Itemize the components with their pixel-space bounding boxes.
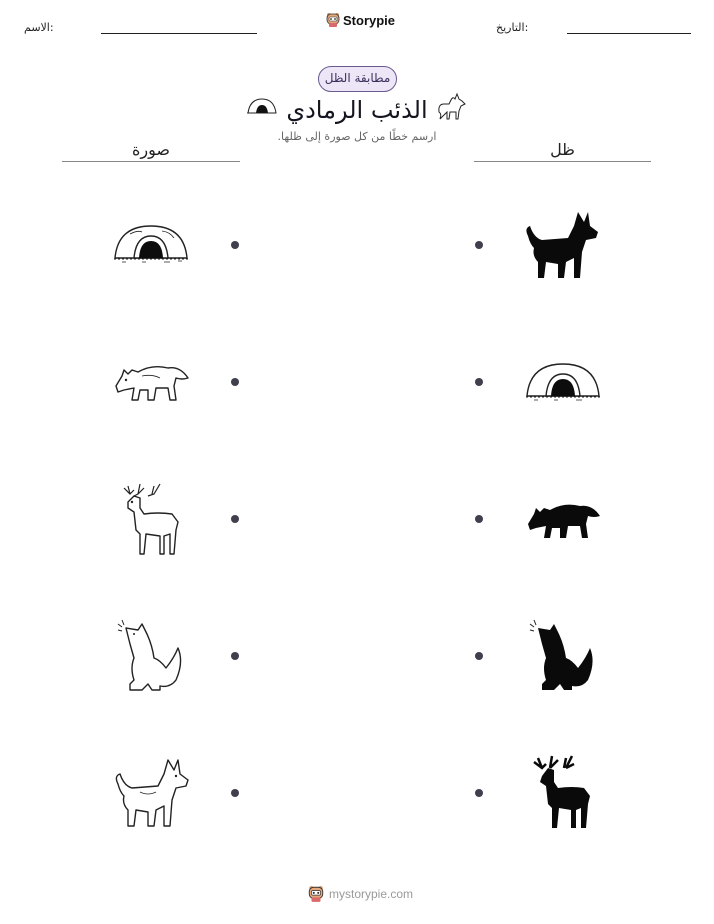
shadow-dot-4[interactable] bbox=[475, 652, 483, 660]
shadow-dot-1[interactable] bbox=[475, 241, 483, 249]
page-title: الذئب الرمادي bbox=[286, 96, 428, 124]
brand-logo bbox=[326, 12, 395, 28]
picture-dot-2[interactable] bbox=[231, 378, 239, 386]
column-underline-picture bbox=[62, 161, 240, 162]
storypie-mascot-icon bbox=[308, 885, 324, 903]
deer-icon bbox=[118, 482, 184, 558]
instructions: ارسم خطًا من كل صورة إلى ظلها. bbox=[277, 130, 437, 143]
picture-dot-5[interactable] bbox=[231, 789, 239, 797]
date-label: التاريخ: bbox=[496, 21, 529, 34]
storypie-mascot-icon bbox=[326, 12, 340, 28]
cave-title-icon bbox=[246, 96, 278, 116]
column-header-shadow: ظل bbox=[550, 140, 575, 159]
howling-wolf-icon bbox=[116, 618, 188, 694]
picture-dot-4[interactable] bbox=[231, 652, 239, 660]
cave-icon bbox=[112, 222, 190, 264]
shadow-dot-2[interactable] bbox=[475, 378, 483, 386]
footer bbox=[308, 885, 413, 903]
prowling-wolf-shadow-icon bbox=[524, 494, 602, 544]
deer-shadow-icon bbox=[530, 754, 594, 832]
howling-wolf-shadow-icon bbox=[528, 618, 600, 694]
column-header-picture: صورة bbox=[132, 140, 170, 159]
standing-wolf-shadow-icon bbox=[522, 208, 602, 282]
column-underline-shadow bbox=[474, 161, 651, 162]
shadow-dot-3[interactable] bbox=[475, 515, 483, 523]
brand-name: Storypie bbox=[343, 12, 396, 28]
name-line[interactable] bbox=[101, 33, 257, 34]
wolf-title-icon bbox=[436, 92, 468, 122]
worksheet-type-badge: مطابقة الظل bbox=[318, 66, 397, 92]
name-label: الاسم: bbox=[24, 21, 54, 34]
standing-wolf-icon bbox=[112, 756, 190, 830]
picture-dot-3[interactable] bbox=[231, 515, 239, 523]
prowling-wolf-icon bbox=[112, 356, 190, 406]
cave-shadow-icon bbox=[524, 360, 602, 402]
footer-url[interactable]: mystorypie.com bbox=[329, 887, 414, 901]
date-line[interactable] bbox=[567, 33, 691, 34]
picture-dot-1[interactable] bbox=[231, 241, 239, 249]
shadow-dot-5[interactable] bbox=[475, 789, 483, 797]
